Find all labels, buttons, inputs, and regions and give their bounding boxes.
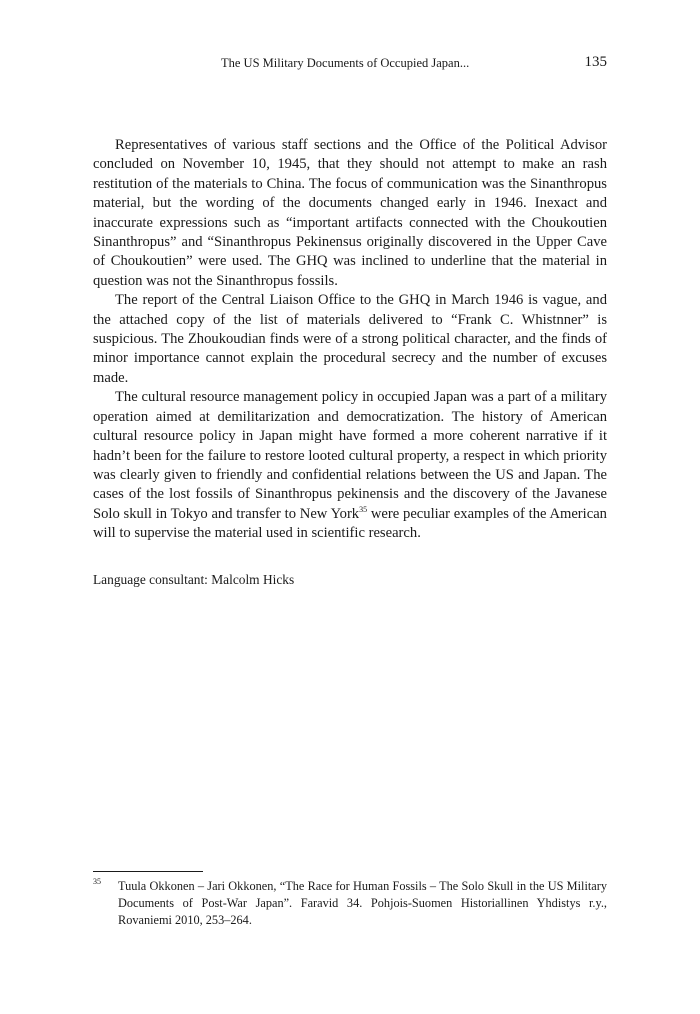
paragraph-3	[93, 388, 607, 543]
running-head-title: The US Military Documents of Occupied Japan...	[221, 56, 470, 70]
footnote-reference[interactable]: 35	[359, 504, 368, 514]
page-number: 135	[584, 54, 607, 70]
footnote-number: 35	[93, 877, 101, 886]
paragraph-3-text-before-ref: The cultural resource management policy in occupied Japan was a part of a military operation aimed at demilitarization and democratization. The history of American cultural resource policy in Japan might have formed a more coherent narrative if it hadn’t been for the failure to restore looted cultural property, a respect in which priority was clearly given to friendly and confidential relations between the US and Japan. The cases of the lost fossils of Sinanthropus pekinensis and the discovery of the Javanese Solo skull in Tokyo and transfer to New York	[93, 389, 607, 522]
language-consultant-note: Language consultant: Malcolm Hicks	[93, 572, 295, 587]
body-text	[93, 136, 607, 544]
paragraph-1: Representatives of various staff sections and the Office of the Political Advisor concluded on November 10, 1945, that they should not attempt to make an rash restitution of the materials to China. The focus of communication was the Sinanthropus material, but the wording of the documents changed early in 1946. Inexact and inaccurate expressions such as “important artifacts connected with the Choukoutien Sinanthropus” and “Sinanthropus Pekinensus originally discovered in the Upper Cave of Choukoutien” were used. The GHQ was inclined to underline that the material in question was not the Sinanthropus fossils.	[93, 137, 607, 289]
paragraph-2: The report of the Central Liaison Office to the GHQ in March 1946 is vague, and the attached copy of the list of materials delivered to “Frank C. Whistnner” is suspicious. The Zhoukoudian finds were of a strong political character, and the finds of minor importance cannot explain the procedural secrecy and the number of excuses made.	[93, 292, 607, 386]
running-head	[93, 54, 607, 74]
footnote-divider	[93, 871, 203, 872]
paragraph-3-text-after-ref: were peculiar examples of the American will to supervise the material used in scientific research.	[93, 505, 607, 542]
footnote	[93, 878, 607, 929]
footnote-text: Tuula Okkonen – Jari Okkonen, “The Race for Human Fossils – The Solo Skull in the US Military Documents of Post-War Japan”. Faravid 34. Pohjois-Suomen Historiallinen Yhdistys r.y., Rovaniemi 2010, 253–264.	[118, 879, 607, 927]
